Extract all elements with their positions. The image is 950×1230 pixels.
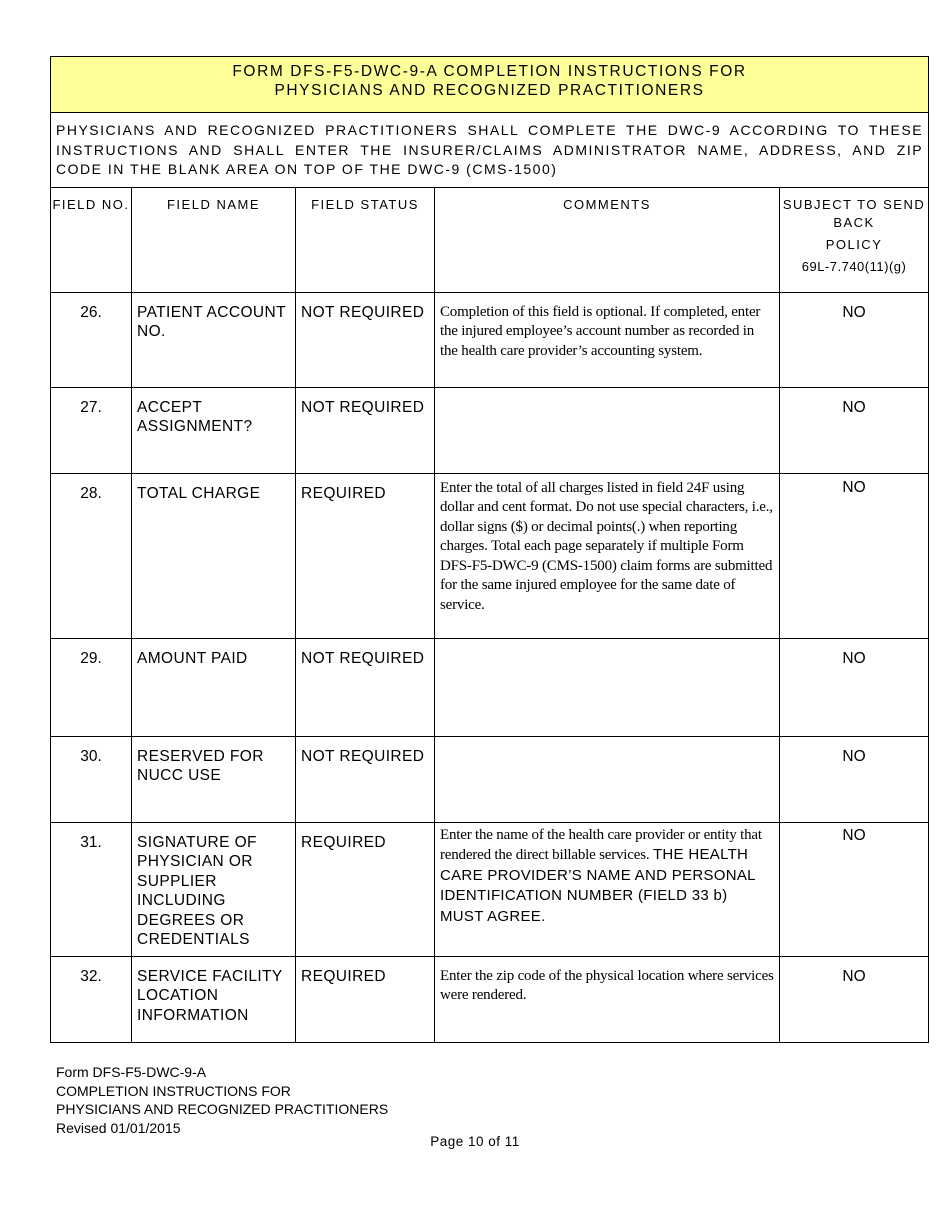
footer-title-1: COMPLETION INSTRUCTIONS FOR <box>56 1082 291 1099</box>
col-comments: COMMENTS <box>435 187 780 292</box>
field-number: 30. <box>51 736 132 822</box>
table-row <box>51 956 929 1042</box>
field-comment <box>435 736 780 822</box>
field-comment: Enter the total of all charges listed in field 24F using dollar and cent format. Do not use special characters, i.e., dollar signs ($) or decimal points(.) when reporting charges. Total each page separately if multiple Form DFS-F5-DWC-9 (CMS-1500) claim forms are submitted for the same injured employee for the same date of service. <box>435 473 780 638</box>
field-number: 26. <box>51 292 132 387</box>
table-row <box>51 473 929 638</box>
table-row <box>51 638 929 736</box>
send-back-value: NO <box>780 473 929 638</box>
table-row <box>51 822 929 956</box>
field-number: 31. <box>51 822 132 956</box>
col-field-name: FIELD NAME <box>132 187 296 292</box>
col-send-back-label: SUBJECT TO SEND BACK <box>782 196 926 230</box>
field-comment <box>435 387 780 473</box>
field-name: ACCEPT ASSIGNMENT? <box>132 387 296 473</box>
field-status: NOT REQUIRED <box>296 736 435 822</box>
col-send-back <box>780 187 929 292</box>
field-comment <box>435 638 780 736</box>
field-status: NOT REQUIRED <box>296 638 435 736</box>
send-back-value: NO <box>780 638 929 736</box>
title-line-1: FORM DFS-F5-DWC-9-A COMPLETION INSTRUCTIONS FOR <box>232 63 747 80</box>
page-number: Page 10 of 11 <box>430 1134 520 1149</box>
field-status: NOT REQUIRED <box>296 387 435 473</box>
comment-caps-text: THE HEALTH CARE PROVIDER’S NAME AND PERSONAL IDENTIFICATION NUMBER (FIELD 33 b) MUST AGREE. <box>440 846 756 925</box>
field-name: RESERVED FOR NUCC USE <box>132 736 296 822</box>
footer-revised: Revised 01/01/2015 <box>56 1119 181 1136</box>
col-policy-label: POLICY <box>825 236 883 252</box>
title-line-2: PHYSICIANS AND RECOGNIZED PRACTITIONERS <box>274 82 705 99</box>
field-status: REQUIRED <box>296 473 435 638</box>
field-name: SERVICE FACILITY LOCATION INFORMATION <box>132 956 296 1042</box>
comment-text: Enter the name of the health care provider or entity that rendered the direct billable services. <box>440 826 762 863</box>
page-footer <box>56 1063 388 1137</box>
field-comment: Completion of this field is optional. If completed, enter the injured employee’s account number as recorded in the health care provider’s accounting system. <box>435 292 780 387</box>
field-name: TOTAL CHARGE <box>132 473 296 638</box>
field-number: 29. <box>51 638 132 736</box>
send-back-value: NO <box>780 736 929 822</box>
col-policy-ref: 69L-7.740(11)(g) <box>801 258 907 274</box>
table-row <box>51 736 929 822</box>
send-back-value: NO <box>780 956 929 1042</box>
field-comment <box>435 822 780 956</box>
field-number: 28. <box>51 473 132 638</box>
column-header-row <box>51 187 929 292</box>
footer-title-2: PHYSICIANS AND RECOGNIZED PRACTITIONERS <box>56 1101 389 1117</box>
field-name: AMOUNT PAID <box>132 638 296 736</box>
col-field-no: FIELD NO. <box>51 187 132 292</box>
field-number: 32. <box>51 956 132 1042</box>
footer-form-id: Form DFS-F5-DWC-9-A <box>56 1064 207 1080</box>
table-row <box>51 387 929 473</box>
send-back-value: NO <box>780 387 929 473</box>
field-comment: Enter the zip code of the physical location where services were rendered. <box>435 956 780 1042</box>
send-back-value: NO <box>780 822 929 956</box>
field-name: SIGNATURE OF PHYSICIAN OR SUPPLIER INCLUDING DEGREES OR CREDENTIALS <box>132 822 296 956</box>
field-name: PATIENT ACCOUNT NO. <box>132 292 296 387</box>
table-row <box>51 292 929 387</box>
field-status: NOT REQUIRED <box>296 292 435 387</box>
field-status: REQUIRED <box>296 956 435 1042</box>
form-document <box>50 56 928 1043</box>
form-title <box>51 57 929 113</box>
intro-text: PHYSICIANS AND RECOGNIZED PRACTITIONERS SHALL COMPLETE THE DWC-9 ACCORDING TO THESE INSTRUCTIONS AND SHALL ENTER THE INSURER/CLAIMS ADMINISTRATOR NAME, ADDRESS, AND ZIP CODE IN THE BLANK AREA ON TOP OF THE DWC-9 (CMS-1500) <box>51 113 929 188</box>
instructions-table <box>50 56 929 1043</box>
field-status: REQUIRED <box>296 822 435 956</box>
send-back-value: NO <box>780 292 929 387</box>
col-field-status: FIELD STATUS <box>296 187 435 292</box>
field-number: 27. <box>51 387 132 473</box>
